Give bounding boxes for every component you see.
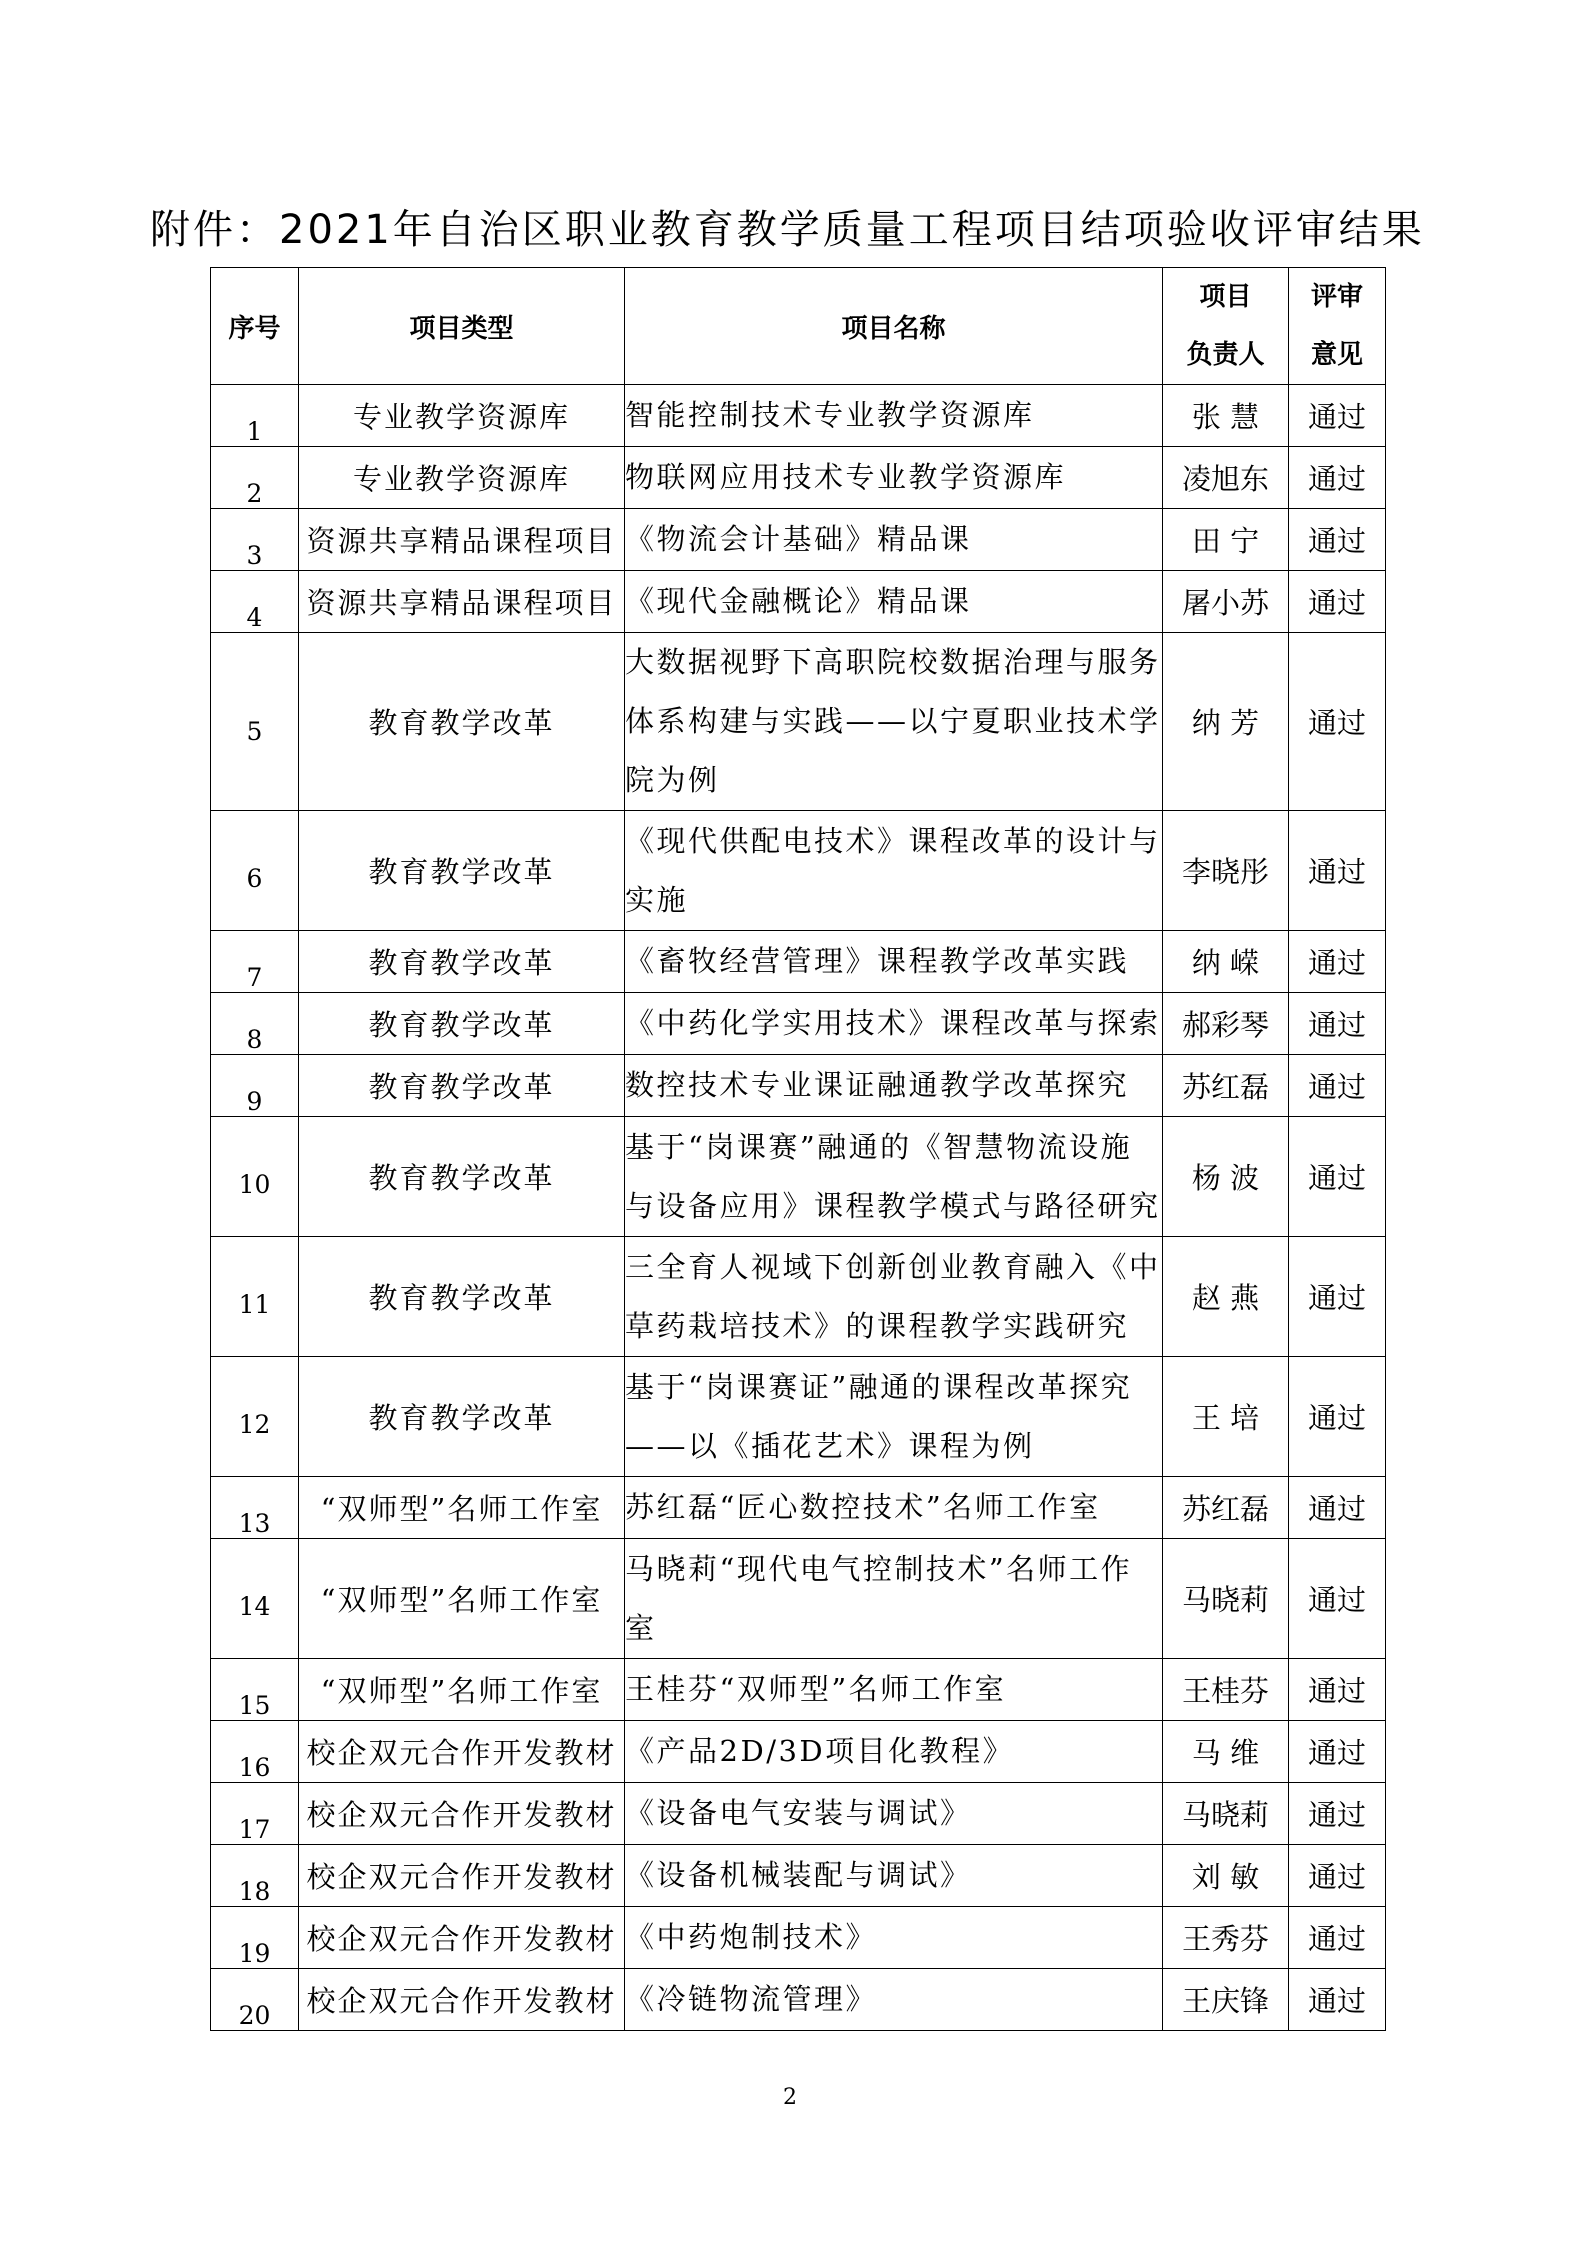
cell-leader: 李晓彤 <box>1163 811 1289 931</box>
cell-leader: 屠小苏 <box>1163 571 1289 633</box>
cell-name: 《中药化学实用技术》课程改革与探索 <box>625 993 1163 1055</box>
table-row <box>211 1055 1386 1117</box>
cell-opinion: 通过 <box>1289 1907 1386 1969</box>
cell-seq: 14 <box>211 1539 299 1659</box>
table-row <box>211 1477 1386 1539</box>
cell-name: 马晓莉“现代电气控制技术”名师工作室 <box>625 1539 1163 1659</box>
cell-leader: 马晓莉 <box>1163 1783 1289 1845</box>
cell-leader: 王秀芬 <box>1163 1907 1289 1969</box>
cell-leader: 杨 波 <box>1163 1117 1289 1237</box>
cell-seq: 15 <box>211 1659 299 1721</box>
cell-seq: 3 <box>211 509 299 571</box>
cell-leader: 凌旭东 <box>1163 447 1289 509</box>
cell-leader: 王桂芬 <box>1163 1659 1289 1721</box>
table-row <box>211 571 1386 633</box>
cell-leader: 苏红磊 <box>1163 1055 1289 1117</box>
cell-name: 《现代金融概论》精品课 <box>625 571 1163 633</box>
cell-type: 教育教学改革 <box>299 1117 625 1237</box>
cell-type: “双师型”名师工作室 <box>299 1539 625 1659</box>
cell-type: “双师型”名师工作室 <box>299 1659 625 1721</box>
cell-leader: 马晓莉 <box>1163 1539 1289 1659</box>
cell-seq: 9 <box>211 1055 299 1117</box>
header-leader <box>1163 268 1289 385</box>
table-row <box>211 1237 1386 1357</box>
cell-type: “双师型”名师工作室 <box>299 1477 625 1539</box>
cell-name: 苏红磊“匠心数控技术”名师工作室 <box>625 1477 1163 1539</box>
cell-type: 专业教学资源库 <box>299 447 625 509</box>
cell-name: 三全育人视域下创新创业教育融入《中草药栽培技术》的课程教学实践研究 <box>625 1237 1163 1357</box>
cell-leader: 纳 嵘 <box>1163 931 1289 993</box>
cell-type: 校企双元合作开发教材 <box>299 1907 625 1969</box>
cell-type: 资源共享精品课程项目 <box>299 571 625 633</box>
table-row <box>211 1845 1386 1907</box>
cell-seq: 12 <box>211 1357 299 1477</box>
cell-opinion: 通过 <box>1289 571 1386 633</box>
table-row <box>211 1659 1386 1721</box>
table-row <box>211 1539 1386 1659</box>
cell-leader: 刘 敏 <box>1163 1845 1289 1907</box>
cell-name: 《中药炮制技术》 <box>625 1907 1163 1969</box>
cell-seq: 7 <box>211 931 299 993</box>
table-row <box>211 447 1386 509</box>
table-row <box>211 931 1386 993</box>
cell-seq: 11 <box>211 1237 299 1357</box>
cell-opinion: 通过 <box>1289 385 1386 447</box>
cell-seq: 16 <box>211 1721 299 1783</box>
cell-name: 物联网应用技术专业教学资源库 <box>625 447 1163 509</box>
cell-name: 基于“岗课赛证”融通的课程改革探究——以《插花艺术》课程为例 <box>625 1357 1163 1477</box>
cell-type: 教育教学改革 <box>299 993 625 1055</box>
cell-leader: 张 慧 <box>1163 385 1289 447</box>
cell-name: 大数据视野下高职院校数据治理与服务体系构建与实践——以宁夏职业技术学院为例 <box>625 633 1163 811</box>
cell-opinion: 通过 <box>1289 1659 1386 1721</box>
cell-opinion: 通过 <box>1289 931 1386 993</box>
cell-name: 《畜牧经营管理》课程教学改革实践 <box>625 931 1163 993</box>
cell-leader: 纳 芳 <box>1163 633 1289 811</box>
table-row <box>211 1969 1386 2031</box>
cell-type: 教育教学改革 <box>299 633 625 811</box>
cell-seq: 20 <box>211 1969 299 2031</box>
cell-opinion: 通过 <box>1289 1969 1386 2031</box>
header-seq: 序号 <box>211 268 299 385</box>
cell-opinion: 通过 <box>1289 1055 1386 1117</box>
header-opinion-line2: 意见 <box>1310 340 1363 370</box>
cell-type: 教育教学改革 <box>299 1357 625 1477</box>
cell-type: 教育教学改革 <box>299 811 625 931</box>
cell-opinion: 通过 <box>1289 1845 1386 1907</box>
cell-leader: 苏红磊 <box>1163 1477 1289 1539</box>
cell-seq: 18 <box>211 1845 299 1907</box>
cell-opinion: 通过 <box>1289 1539 1386 1659</box>
cell-seq: 10 <box>211 1117 299 1237</box>
header-type: 项目类型 <box>299 268 625 385</box>
cell-seq: 2 <box>211 447 299 509</box>
table-row <box>211 385 1386 447</box>
cell-name: 《物流会计基础》精品课 <box>625 509 1163 571</box>
cell-opinion: 通过 <box>1289 1783 1386 1845</box>
cell-opinion: 通过 <box>1289 447 1386 509</box>
cell-seq: 1 <box>211 385 299 447</box>
cell-name: 《现代供配电技术》课程改革的设计与实施 <box>625 811 1163 931</box>
cell-name: 《设备电气安装与调试》 <box>625 1783 1163 1845</box>
table-row <box>211 1721 1386 1783</box>
cell-leader: 马 维 <box>1163 1721 1289 1783</box>
cell-leader: 郝彩琴 <box>1163 993 1289 1055</box>
cell-opinion: 通过 <box>1289 633 1386 811</box>
cell-type: 校企双元合作开发教材 <box>299 1783 625 1845</box>
table-row <box>211 811 1386 931</box>
header-name: 项目名称 <box>625 268 1163 385</box>
cell-seq: 19 <box>211 1907 299 1969</box>
cell-type: 校企双元合作开发教材 <box>299 1721 625 1783</box>
cell-opinion: 通过 <box>1289 1237 1386 1357</box>
cell-seq: 6 <box>211 811 299 931</box>
cell-name: 数控技术专业课证融通教学改革探究 <box>625 1055 1163 1117</box>
table-row <box>211 1117 1386 1237</box>
cell-type: 教育教学改革 <box>299 931 625 993</box>
header-opinion-line1: 评审 <box>1310 282 1363 312</box>
header-leader-line2: 负责人 <box>1186 340 1265 370</box>
cell-name: 基于“岗课赛”融通的《智慧物流设施与设备应用》课程教学模式与路径研究 <box>625 1117 1163 1237</box>
cell-name: 《设备机械装配与调试》 <box>625 1845 1163 1907</box>
cell-leader: 王 培 <box>1163 1357 1289 1477</box>
cell-seq: 13 <box>211 1477 299 1539</box>
table-row <box>211 1357 1386 1477</box>
cell-type: 校企双元合作开发教材 <box>299 1969 625 2031</box>
cell-name: 王桂芬“双师型”名师工作室 <box>625 1659 1163 1721</box>
cell-opinion: 通过 <box>1289 509 1386 571</box>
header-opinion <box>1289 268 1386 385</box>
cell-seq: 8 <box>211 993 299 1055</box>
cell-type: 校企双元合作开发教材 <box>299 1845 625 1907</box>
cell-leader: 赵 燕 <box>1163 1237 1289 1357</box>
table-row <box>211 633 1386 811</box>
page-number: 2 <box>783 2085 797 2110</box>
cell-opinion: 通过 <box>1289 1721 1386 1783</box>
cell-type: 资源共享精品课程项目 <box>299 509 625 571</box>
cell-type: 专业教学资源库 <box>299 385 625 447</box>
cell-name: 智能控制技术专业教学资源库 <box>625 385 1163 447</box>
document-title: 附件：2021年自治区职业教育教学质量工程项目结项验收评审结果 <box>150 207 1425 253</box>
table-row <box>211 993 1386 1055</box>
cell-opinion: 通过 <box>1289 993 1386 1055</box>
table-header-row <box>211 268 1386 385</box>
cell-seq: 5 <box>211 633 299 811</box>
cell-opinion: 通过 <box>1289 1477 1386 1539</box>
cell-opinion: 通过 <box>1289 1117 1386 1237</box>
cell-name: 《冷链物流管理》 <box>625 1969 1163 2031</box>
cell-type: 教育教学改革 <box>299 1237 625 1357</box>
cell-seq: 4 <box>211 571 299 633</box>
cell-leader: 王庆锋 <box>1163 1969 1289 2031</box>
cell-seq: 17 <box>211 1783 299 1845</box>
cell-opinion: 通过 <box>1289 1357 1386 1477</box>
header-leader-line1: 项目 <box>1199 282 1252 312</box>
results-table <box>210 267 1386 2031</box>
table-row <box>211 1907 1386 1969</box>
cell-leader: 田 宁 <box>1163 509 1289 571</box>
table-row <box>211 1783 1386 1845</box>
cell-type: 教育教学改革 <box>299 1055 625 1117</box>
table-row <box>211 509 1386 571</box>
cell-opinion: 通过 <box>1289 811 1386 931</box>
cell-name: 《产品2D/3D项目化教程》 <box>625 1721 1163 1783</box>
